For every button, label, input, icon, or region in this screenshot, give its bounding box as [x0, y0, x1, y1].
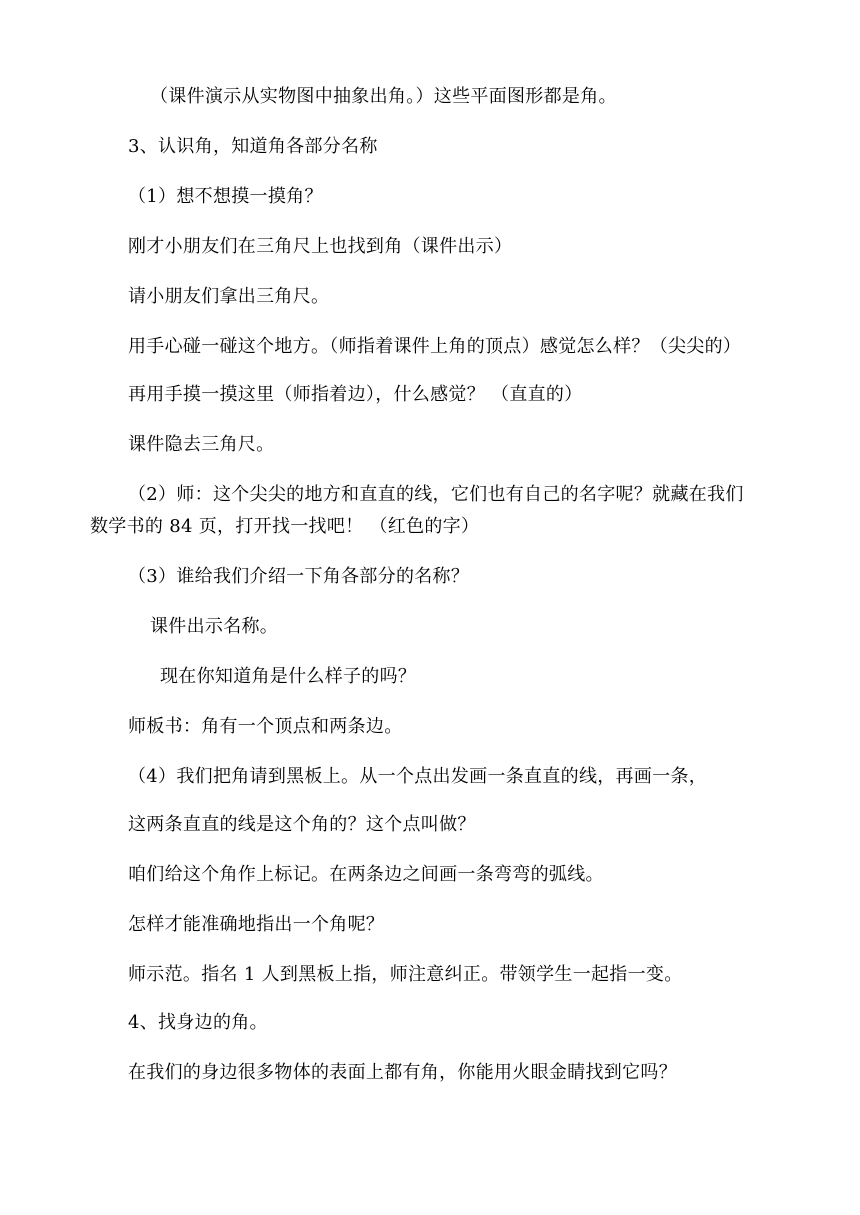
paragraph-line: 师板书：角有一个顶点和两条边。: [128, 716, 403, 737]
paragraph-line: 课件出示名称。: [150, 616, 279, 637]
paragraph-line: （1）想不想摸一摸角？: [128, 186, 323, 207]
paragraph-line: （课件演示从实物图中抽象出角。）这些平面图形都是角。: [150, 86, 617, 107]
paragraph-line: 咱们给这个角作上标记。在两条边之间画一条弯弯的弧线。: [128, 864, 604, 885]
paragraph-line: 再用手摸一摸这里（师指着边），什么感觉？ （直直的）: [128, 384, 583, 405]
paragraph-line: 请小朋友们拿出三角尺。: [128, 286, 330, 307]
paragraph-line: 用手心碰一碰这个地方。（师指着课件上角的顶点）感觉怎么样？（尖尖的）: [128, 336, 742, 357]
paragraph-line: 刚才小朋友们在三角尺上也找到角（课件出示）: [128, 236, 513, 257]
paragraph-line: （4）我们把角请到黑板上。从一个点出发画一条直直的线，再画一条，: [128, 766, 708, 787]
paragraph-line: 现在你知道角是什么样子的吗？: [160, 666, 417, 687]
paragraph-line: 怎样才能准确地指出一个角呢？: [128, 914, 385, 935]
paragraph-line: 这两条直直的线是这个角的？这个点叫做？: [128, 814, 476, 835]
paragraph-line: （3）谁给我们介绍一下角各部分的名称？: [128, 566, 470, 587]
paragraph-line: 数学书的 84 页，打开找一找吧！ （红色的字）: [90, 516, 480, 537]
paragraph-line: 师示范。指名 1 人到黑板上指，师注意纠正。带领学生一起指一变。: [128, 964, 683, 985]
section-heading: 3、认识角，知道角各部分名称: [128, 136, 378, 157]
paragraph-line: 课件隐去三角尺。: [128, 434, 275, 455]
paragraph-line: 在我们的身边很多物体的表面上都有角，你能用火眼金睛找到它吗？: [128, 1062, 677, 1083]
paragraph-line: （2）师：这个尖尖的地方和直直的线，它们也有自己的名字呢？就藏在我们: [128, 484, 744, 505]
section-heading: 4、找身边的角。: [128, 1012, 268, 1033]
